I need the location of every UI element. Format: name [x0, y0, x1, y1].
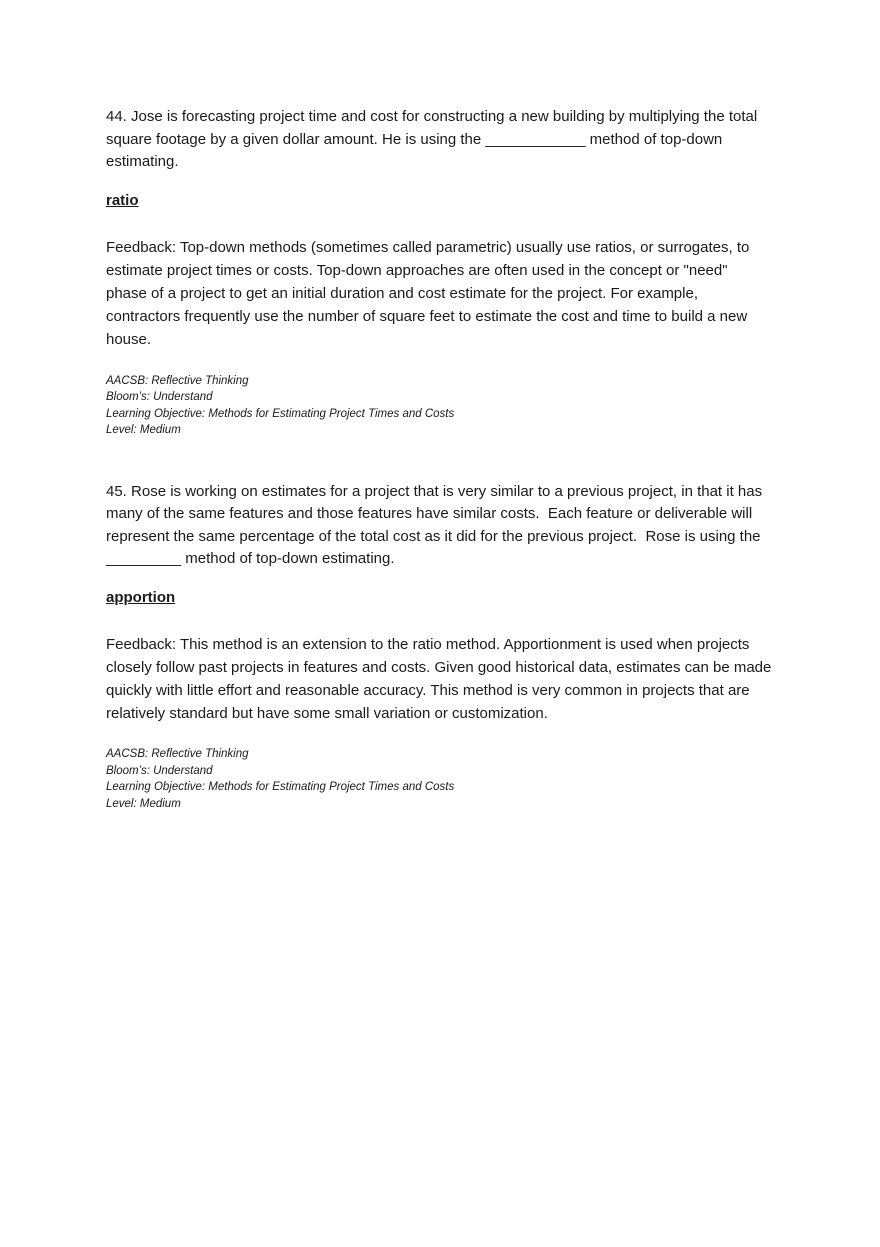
meta-line-blooms: Bloom’s: Understand — [106, 764, 213, 777]
question-text: 45. Rose is working on estimates for a project that is very similar to a previous project, in that it has many of the same features and those features have similar costs. Each feature or deliverable will represent the same percentage of the total cost as it did for the previous project. Rose is using the _________ method of top-down estimating. — [106, 482, 767, 568]
question-text: 44. Jose is forecasting project time and cost for constructing a new building by multiplying the total square footage by a given dollar amount. He is using the ____________ method of top-down estimating. — [106, 108, 762, 170]
document-content — [106, 106, 776, 812]
meta-line-level: Level: Medium — [106, 424, 181, 437]
meta-line-learning-objective: Learning Objective: Methods for Estimating Project Times and Costs — [106, 781, 455, 794]
feedback-text: Feedback: Top-down methods (sometimes called parametric) usually use ratios, or surrogates, to estimate project times or costs. Top-down approaches are often used in the concept or "need" phase of a project to get an initial duration and cost estimate for the project. For example, contractors frequently use the number of square feet to estimate the cost and time to build a new house. — [106, 238, 754, 349]
feedback-text: Feedback: This method is an extension to the ratio method. Apportionment is used when projects closely follow past projects in features and costs. Given good historical data, estimates can be made quickly with little effort and reasonable accuracy. This method is very common in projects that are relatively standard but have some small variation or customization. — [106, 635, 776, 723]
answer-text: ratio — [106, 191, 139, 209]
meta-line-learning-objective: Learning Objective: Methods for Estimating Project Times and Costs — [106, 407, 455, 420]
meta-line-aacsb: AACSB: Reflective Thinking — [106, 374, 249, 387]
metadata-block — [106, 746, 772, 812]
meta-line-aacsb: AACSB: Reflective Thinking — [106, 748, 249, 761]
answer-text: apportion — [106, 588, 176, 606]
question-block-44 — [106, 106, 772, 439]
metadata-block — [106, 373, 772, 439]
meta-line-blooms: Bloom’s: Understand — [106, 391, 213, 404]
question-block-45 — [106, 481, 776, 813]
meta-line-level: Level: Medium — [106, 797, 181, 810]
